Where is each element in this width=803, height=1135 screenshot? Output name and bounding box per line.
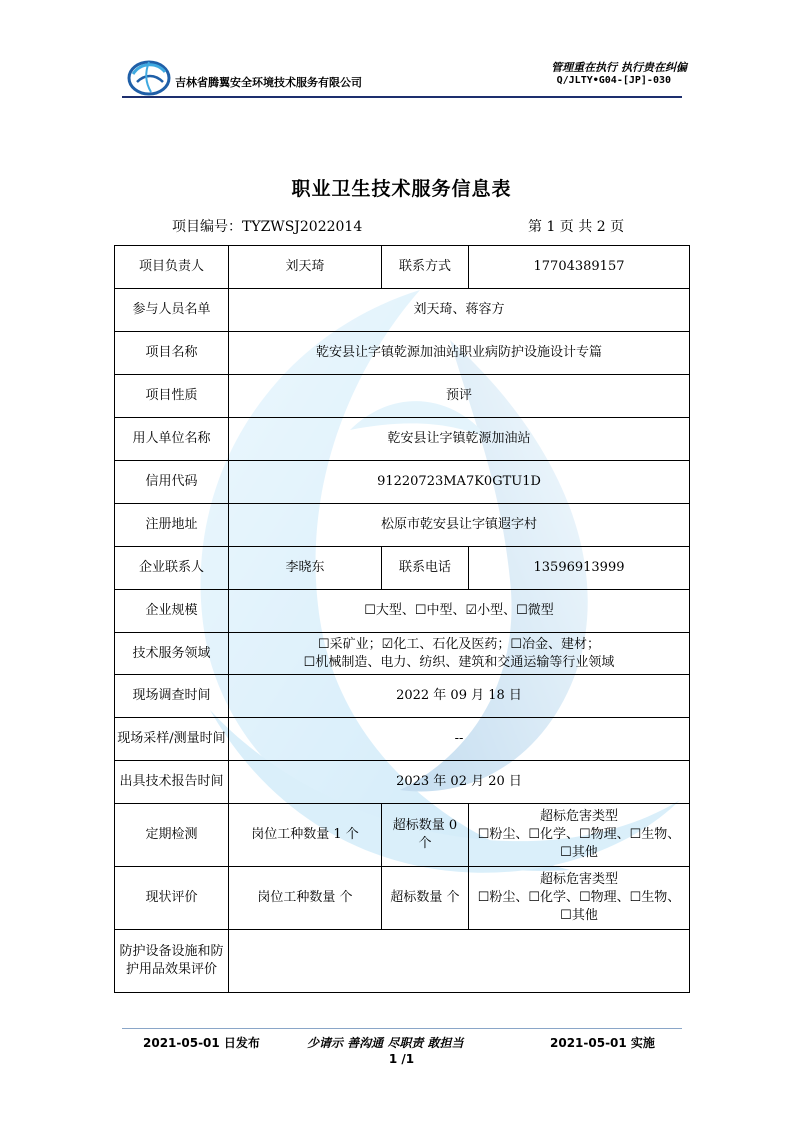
- periodic-hazard-options: ☐粉尘、☐化学、☐物理、☐生物、☐其他: [477, 827, 681, 860]
- contact-value: 17704389157: [469, 246, 690, 289]
- table-row: [115, 504, 690, 547]
- release-date: 2021-05-01 日发布: [143, 1036, 260, 1050]
- footer-divider: [122, 1028, 682, 1029]
- report-time-value: 2023 年 02 月 20 日: [229, 761, 690, 804]
- scale-label: 企业规模: [115, 590, 229, 633]
- scale-value: ☐大型、☐中型、☑小型、☐微型: [229, 590, 690, 633]
- address-label: 注册地址: [115, 504, 229, 547]
- credit-code-value: 91220723MA7K0GTU1D: [229, 461, 690, 504]
- participants-label: 参与人员名单: [115, 289, 229, 332]
- company-name: 吉林省腾翼安全环境技术服务有限公司: [175, 76, 362, 89]
- table-row: [115, 675, 690, 718]
- header-motto: 管理重在执行 执行贵在纠偏: [551, 61, 687, 74]
- project-name-value: 乾安县让字镇乾源加油站职业病防护设施设计专篇: [229, 332, 690, 375]
- status-hazard-types: [469, 867, 690, 930]
- periodic-hazard-title: 超标危害类型: [539, 809, 618, 824]
- project-number: 项目编号：TYZWSJ2022014: [172, 219, 363, 235]
- status-exceed-count: 超标数量 个: [382, 867, 469, 930]
- employer-value: 乾安县让字镇乾源加油站: [229, 418, 690, 461]
- sampling-time-value: --: [229, 718, 690, 761]
- credit-code-label: 信用代码: [115, 461, 229, 504]
- service-field-value: [229, 633, 690, 675]
- table-row: [115, 289, 690, 332]
- project-nature-label: 项目性质: [115, 375, 229, 418]
- table-row: [115, 461, 690, 504]
- protection-eval-value: [229, 930, 690, 993]
- periodic-test-label: 定期检测: [115, 804, 229, 867]
- footer-slogan: 少请示 善沟通 尽职责 敢担当: [307, 1036, 464, 1050]
- page-title: 职业卫生技术服务信息表: [291, 178, 512, 200]
- contact-label: 联系方式: [382, 246, 469, 289]
- survey-time-value: 2022 年 09 月 18 日: [229, 675, 690, 718]
- status-post-count: 岗位工种数量 个: [229, 867, 382, 930]
- document-code: Q/JLTY•G04-[JP]-030: [556, 75, 671, 86]
- status-eval-label: 现状评价: [115, 867, 229, 930]
- service-field-label: 技术服务领域: [115, 633, 229, 675]
- table-row: [115, 375, 690, 418]
- page-info: 第 1 页 共 2 页: [528, 219, 625, 235]
- service-field-line-2: ☐机械制造、电力、纺织、建筑和交通运输等行业领域: [303, 654, 615, 670]
- report-time-label: 出具技术报告时间: [115, 761, 229, 804]
- table-row: [115, 930, 690, 993]
- project-leader-label: 项目负责人: [115, 246, 229, 289]
- participants-value: 刘天琦、蒋容方: [229, 289, 690, 332]
- service-field-line-1: ☐采矿业；☑化工、石化及医药；☐冶金、建材；: [318, 636, 600, 652]
- employer-label: 用人单位名称: [115, 418, 229, 461]
- sampling-time-label: 现场采样/测量时间: [115, 718, 229, 761]
- table-row: [115, 590, 690, 633]
- implement-date: 2021-05-01 实施: [550, 1036, 655, 1050]
- service-info-table: [114, 245, 690, 993]
- table-row: [115, 804, 690, 867]
- periodic-hazard-types: [469, 804, 690, 867]
- table-row: [115, 633, 690, 675]
- phone-value: 13596913999: [469, 547, 690, 590]
- table-row: [115, 418, 690, 461]
- protection-eval-label: 防护设备设施和防护用品效果评价: [115, 930, 229, 993]
- table-row: [115, 761, 690, 804]
- page-number: 1 /1: [388, 1052, 415, 1066]
- periodic-exceed-count: 超标数量 0 个: [382, 804, 469, 867]
- status-hazard-title: 超标危害类型: [539, 872, 618, 887]
- project-name-label: 项目名称: [115, 332, 229, 375]
- table-row: [115, 718, 690, 761]
- address-value: 松原市乾安县让字镇遐字村: [229, 504, 690, 547]
- project-nature-value: 预评: [229, 375, 690, 418]
- header-divider: [122, 96, 682, 98]
- enterprise-contact-label: 企业联系人: [115, 547, 229, 590]
- project-leader-value: 刘天琦: [229, 246, 382, 289]
- table-row: [115, 867, 690, 930]
- status-hazard-options: ☐粉尘、☐化学、☐物理、☐生物、☐其他: [477, 890, 681, 923]
- company-logo-icon: [127, 56, 171, 96]
- phone-label: 联系电话: [382, 547, 469, 590]
- survey-time-label: 现场调查时间: [115, 675, 229, 718]
- table-row: [115, 332, 690, 375]
- periodic-post-count: 岗位工种数量 1 个: [229, 804, 382, 867]
- table-row: [115, 547, 690, 590]
- enterprise-contact-value: 李晓东: [229, 547, 382, 590]
- table-row: [115, 246, 690, 289]
